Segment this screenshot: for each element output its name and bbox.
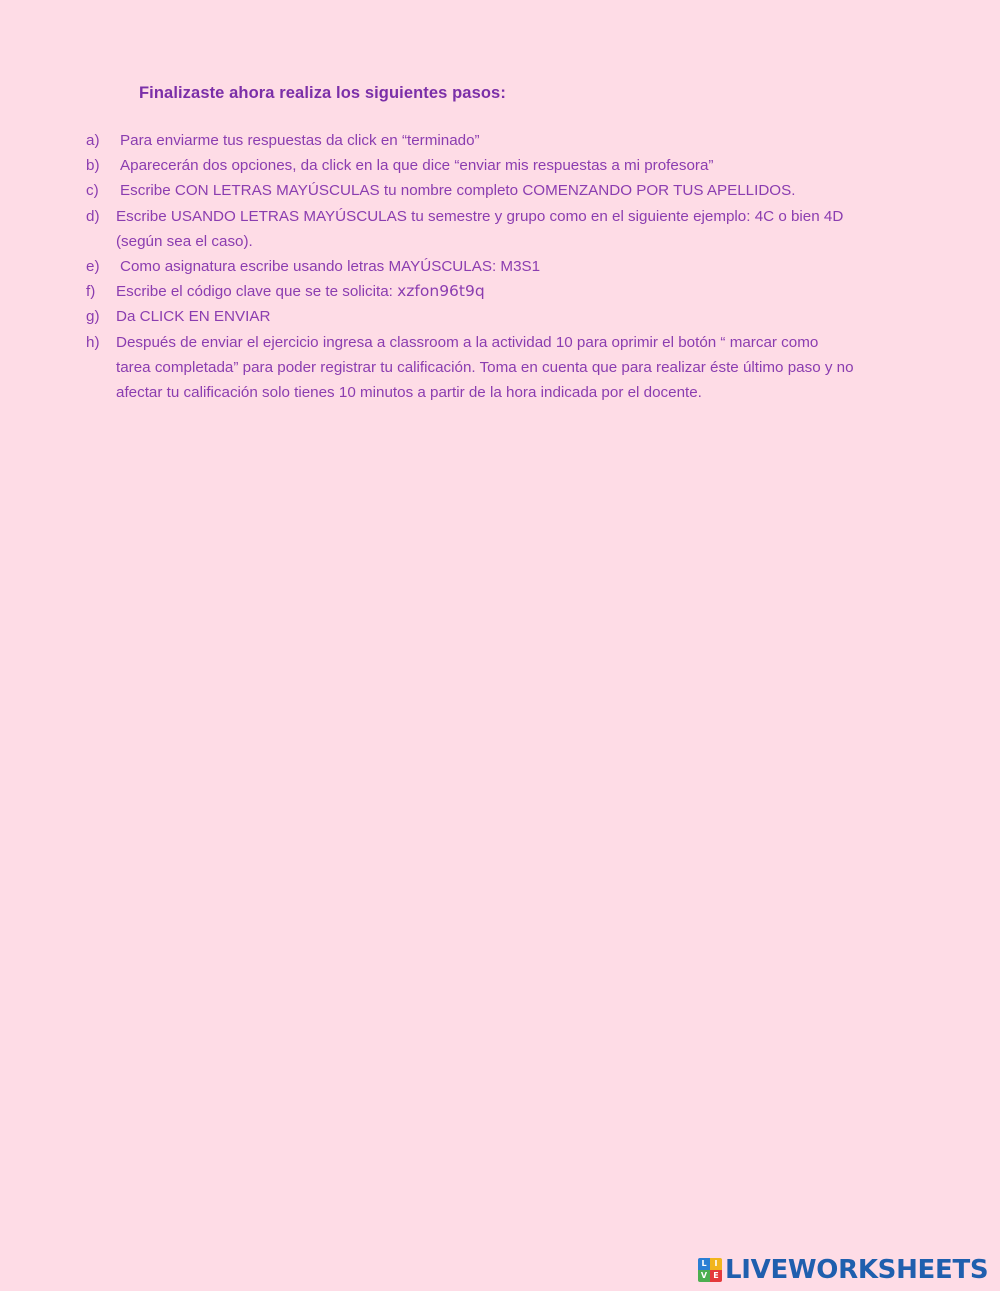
list-item-text: [116, 283, 485, 300]
list-item: [86, 279, 856, 304]
list-item: [86, 178, 856, 203]
list-item-marker: c): [86, 182, 99, 200]
list-item: [86, 153, 856, 178]
instructions-list: [86, 128, 856, 405]
list-item-marker: a): [86, 132, 100, 149]
liveworksheets-logo[interactable]: [698, 1257, 988, 1283]
list-item: [86, 128, 856, 153]
list-item-text: Después de enviar el ejercicio ingresa a classroom a la actividad 10 para oprimir el botón “ marcar como tarea completada” para poder registrar tu calificación. Toma en cuenta que para realizar éste último paso y no afectar tu calificación solo tienes 10 minutos a partir de la hora indicada por el docente.: [116, 333, 854, 402]
list-item-marker: b): [86, 157, 100, 175]
instructions-heading: Finalizaste ahora realiza los siguientes pasos:: [139, 84, 506, 102]
list-item: [86, 204, 856, 254]
list-item-text: Escribe CON LETRAS MAYÚSCULAS tu nombre completo COMENZANDO POR TUS APELLIDOS.: [120, 182, 796, 200]
list-item: [86, 254, 856, 279]
list-item-text: Aparecerán dos opciones, da click en la que dice “enviar mis respuestas a mi profesora”: [120, 157, 714, 175]
list-item: [86, 304, 856, 329]
list-item-marker: f): [86, 283, 96, 301]
list-item-text: Da CLICK EN ENVIAR: [116, 308, 271, 326]
list-item-text: Como asignatura escribe usando letras MAYÚSCULAS: M3S1: [120, 258, 541, 276]
list-item-marker: h): [86, 333, 100, 351]
list-item: [86, 330, 856, 406]
code-prompt-text: Escribe el código clave que se te solicita:: [116, 283, 398, 301]
list-item-marker: e): [86, 258, 100, 276]
list-item-marker: d): [86, 207, 100, 225]
list-item-marker: g): [86, 308, 100, 326]
access-code: xzfon96t9q: [397, 282, 485, 301]
list-item-text: Escribe USANDO LETRAS MAYÚSCULAS tu semestre y grupo como en el siguiente ejemplo: 4C o bien 4D (según sea el caso).: [116, 207, 844, 250]
list-item-text: Para enviarme tus respuestas da click en “terminado”: [120, 132, 480, 149]
logo-wordmark: LIVEWORKSHEETS: [725, 1255, 989, 1285]
live-blocks-icon: L I V E: [698, 1258, 722, 1282]
